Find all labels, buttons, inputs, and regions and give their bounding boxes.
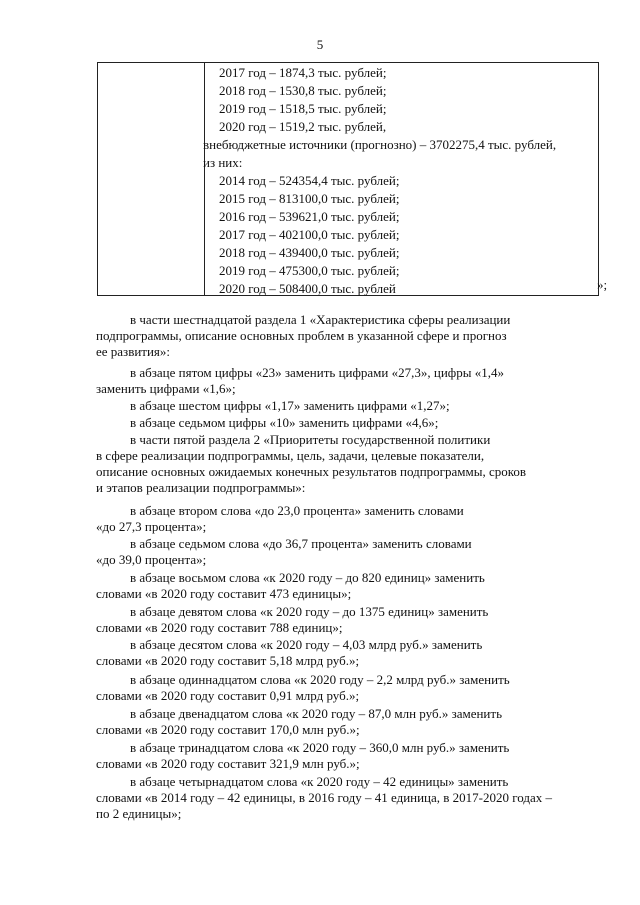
paragraph-line: в абзаце пятом цифры «23» заменить цифрами «27,3», цифры «1,4» xyxy=(130,365,504,380)
paragraph-line: «до 27,3 процента»; xyxy=(96,519,207,534)
paragraph-line: в абзаце седьмом цифры «10» заменить цифрами «4,6»; xyxy=(130,415,439,430)
paragraph-line: словами «в 2020 году составит 170,0 млн руб.»; xyxy=(96,722,360,737)
funding-line: 2020 год – 1519,2 тыс. рублей, xyxy=(219,119,387,134)
funding-line: 2017 год – 1874,3 тыс. рублей; xyxy=(219,65,387,80)
paragraph-line: словами «в 2020 году составит 5,18 млрд руб.»; xyxy=(96,653,360,668)
paragraph-line: «до 39,0 процента»; xyxy=(96,552,207,567)
funding-line: 2019 год – 1518,5 тыс. рублей; xyxy=(219,101,387,116)
amendment-paragraph xyxy=(96,503,596,535)
paragraph-line: подпрограммы, описание основных проблем в указанной сфере и прогноз xyxy=(96,328,507,343)
amendment-paragraph xyxy=(96,398,596,414)
amendment-paragraph xyxy=(96,570,596,602)
paragraph-line: в абзаце одиннадцатом слова «к 2020 году – 2,2 млрд руб.» заменить xyxy=(130,672,510,687)
paragraph-line: в абзаце втором слова «до 23,0 процента» заменить словами xyxy=(130,503,464,518)
paragraph-line: ее развития»: xyxy=(96,344,171,359)
paragraph-line: в части пятой раздела 2 «Приоритеты государственной политики xyxy=(130,432,491,447)
paragraph-line: словами «в 2020 году составит 788 единиц»; xyxy=(96,620,343,635)
paragraph-line: описание основных ожидаемых конечных результатов подпрограммы, сроков xyxy=(96,464,527,479)
paragraph-line: словами «в 2020 году составит 0,91 млрд руб.»; xyxy=(96,688,360,703)
amendment-paragraph xyxy=(96,432,596,496)
amendment-paragraph xyxy=(96,637,596,669)
funding-line: 2020 год – 508400,0 тыс. рублей xyxy=(219,281,396,296)
offbudget-line: внебюджетные источники (прогнозно) – 3702275,4 тыс. рублей, xyxy=(203,137,557,152)
amendment-paragraph xyxy=(96,312,596,360)
paragraph-line: в абзаце восьмом слова «к 2020 году – до 820 единиц» заменить xyxy=(130,570,485,585)
funding-line: 2014 год – 524354,4 тыс. рублей; xyxy=(219,173,400,188)
paragraph-line: в абзаце четырнадцатом слова «к 2020 году – 42 единицы» заменить xyxy=(130,774,509,789)
offbudget-line: из них: xyxy=(203,155,243,170)
paragraph-line: в абзаце седьмом слова «до 36,7 процента» заменить словами xyxy=(130,536,472,551)
amendment-paragraph xyxy=(96,706,596,738)
paragraph-line: заменить цифрами «1,6»; xyxy=(96,381,236,396)
paragraph-line: по 2 единицы»; xyxy=(96,806,182,821)
paragraph-line: словами «в 2020 году составит 473 единицы»; xyxy=(96,586,352,601)
paragraph-line: в части шестнадцатой раздела 1 «Характеристика сферы реализации xyxy=(130,312,511,327)
table-closing-mark: »; xyxy=(597,277,608,292)
paragraph-line: в абзаце шестом цифры «1,17» заменить цифрами «1,27»; xyxy=(130,398,450,413)
table-column-divider xyxy=(204,63,205,295)
amendment-paragraph xyxy=(96,415,596,431)
amendment-paragraph xyxy=(96,740,596,772)
paragraph-line: в абзаце десятом слова «к 2020 году – 4,03 млрд руб.» заменить xyxy=(130,637,483,652)
amendment-paragraph xyxy=(96,365,596,397)
funding-table xyxy=(97,62,599,296)
funding-line: 2018 год – 439400,0 тыс. рублей; xyxy=(219,245,400,260)
funding-line: 2018 год – 1530,8 тыс. рублей; xyxy=(219,83,387,98)
paragraph-line: и этапов реализации подпрограммы»: xyxy=(96,480,306,495)
funding-line: 2019 год – 475300,0 тыс. рублей; xyxy=(219,263,400,278)
amendment-paragraph xyxy=(96,774,596,822)
paragraph-line: в абзаце тринадцатом слова «к 2020 году – 360,0 млн руб.» заменить xyxy=(130,740,510,755)
paragraph-line: словами «в 2020 году составит 321,9 млн руб.»; xyxy=(96,756,360,771)
funding-line: 2017 год – 402100,0 тыс. рублей; xyxy=(219,227,400,242)
paragraph-line: словами «в 2014 году – 42 единицы, в 2016 году – 41 единица, в 2017-2020 годах – xyxy=(96,790,553,805)
amendment-paragraph xyxy=(96,536,596,568)
page-number: 5 xyxy=(316,37,324,52)
paragraph-line: в абзаце девятом слова «к 2020 году – до 1375 единиц» заменить xyxy=(130,604,489,619)
paragraph-line: в абзаце двенадцатом слова «к 2020 году – 87,0 млн руб.» заменить xyxy=(130,706,502,721)
paragraph-line: в сфере реализации подпрограммы, цель, задачи, целевые показатели, xyxy=(96,448,485,463)
funding-line: 2015 год – 813100,0 тыс. рублей; xyxy=(219,191,400,206)
funding-line: 2016 год – 539621,0 тыс. рублей; xyxy=(219,209,400,224)
amendment-paragraph xyxy=(96,672,596,704)
amendment-paragraph xyxy=(96,604,596,636)
